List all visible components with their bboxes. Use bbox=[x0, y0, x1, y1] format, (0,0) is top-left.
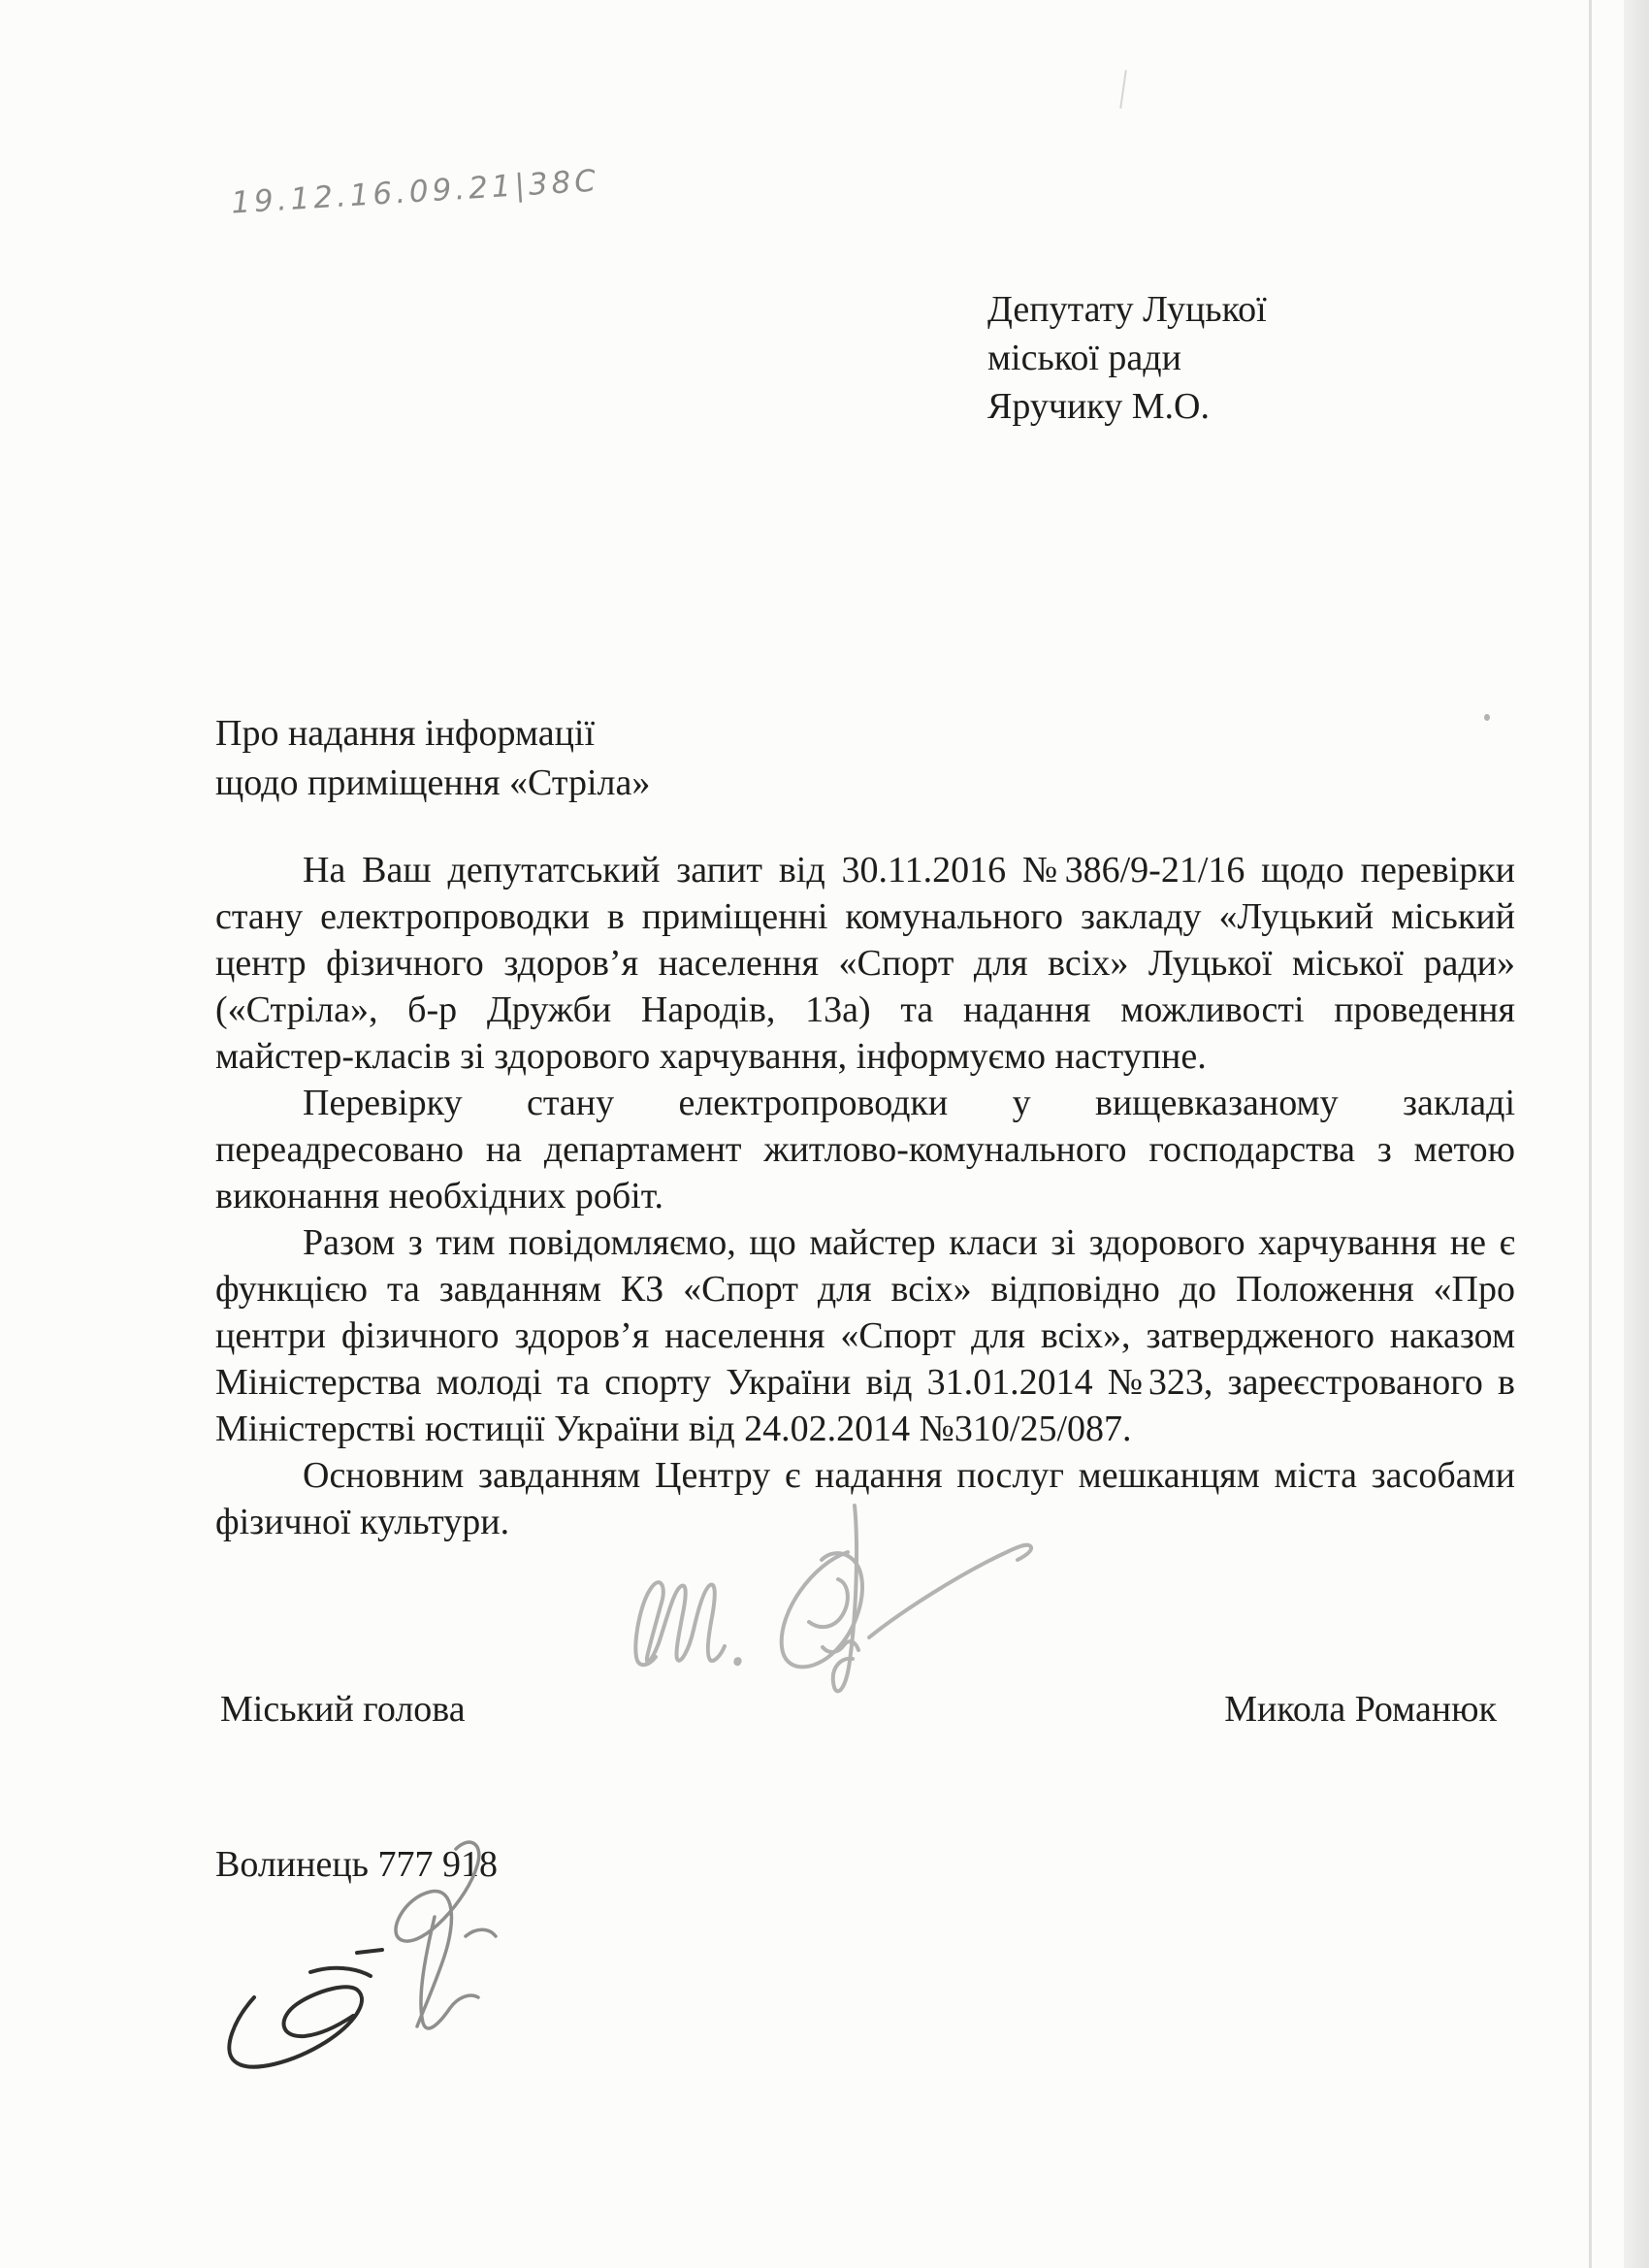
text-line: Депутату Луцької bbox=[987, 289, 1267, 330]
text-line: центри фізичного здоров’я населення «Спорт для всіх», затвердженого наказом bbox=[215, 1315, 1515, 1356]
text-line: фізичної культури. bbox=[215, 1502, 510, 1542]
scan-edge-shadow bbox=[1624, 0, 1649, 2268]
scan-edge-line bbox=[1589, 0, 1592, 2268]
text-line: Міністерстві юстиції України від 24.02.2014 №310/25/087. bbox=[215, 1409, 1132, 1449]
paragraph-3 bbox=[215, 1219, 1515, 1452]
text-line: щодо приміщення «Стріла» bbox=[215, 762, 651, 803]
text-line: На Ваш депутатський запит від 30.11.2016 №386/9-21/16 щодо перевірки bbox=[303, 850, 1515, 891]
scan-smudge-mark bbox=[1119, 70, 1127, 109]
text-line: Разом з тим повідомляємо, що майстер класи зі здорового харчування не є bbox=[303, 1222, 1515, 1263]
subject-block bbox=[215, 709, 650, 808]
text-line: центр фізичного здоров’я населення «Спорт для всіх» Луцької міської ради» bbox=[215, 943, 1515, 984]
paragraph-1 bbox=[215, 847, 1515, 1080]
text-line: міської ради bbox=[987, 338, 1181, 378]
scan-speck bbox=[1484, 714, 1490, 721]
text-line: майстер-класів зі здорового харчування, інформуємо наступне. bbox=[215, 1036, 1207, 1077]
mayor-signature bbox=[580, 1467, 1123, 1709]
text-line: Міністерства молоді та спорту України від 31.01.2014 №323, зареєстрованого в bbox=[215, 1362, 1515, 1403]
recipient-block bbox=[987, 285, 1267, 431]
text-line: Про надання інформації bbox=[215, 713, 596, 754]
text-line: Перевірку стану електропроводки у вищевказаному закладі bbox=[303, 1083, 1515, 1123]
text-line: переадресовано на департамент житлово-комунального господарства з метою bbox=[215, 1129, 1515, 1170]
signer-name: Микола Романюк bbox=[1224, 1689, 1497, 1730]
text-line: Основним завданням Центру є надання послуг мешканцям міста засобами bbox=[303, 1455, 1515, 1496]
signer-title: Міський голова bbox=[220, 1689, 466, 1730]
text-line: стану електропроводки в приміщенні комунального закладу «Луцький міський bbox=[215, 896, 1515, 937]
text-line: функцією та завданням КЗ «Спорт для всіх» відповідно до Положення «Про bbox=[215, 1269, 1515, 1310]
signature-row bbox=[220, 1688, 1497, 1731]
paragraph-2 bbox=[215, 1080, 1515, 1219]
executor-contact: Волинець 777 918 bbox=[215, 1844, 499, 1885]
text-line: Яручику М.О. bbox=[987, 386, 1210, 427]
text-line: («Стріла», б-р Дружби Народів, 13а) та надання можливості проведення bbox=[215, 989, 1515, 1030]
handwritten-registration-note: 19.12.16.09.21|38С bbox=[230, 163, 600, 221]
executor-signature-dark bbox=[215, 1935, 400, 2095]
letter-body bbox=[215, 847, 1515, 1545]
text-line: виконання необхідних робіт. bbox=[215, 1176, 663, 1216]
